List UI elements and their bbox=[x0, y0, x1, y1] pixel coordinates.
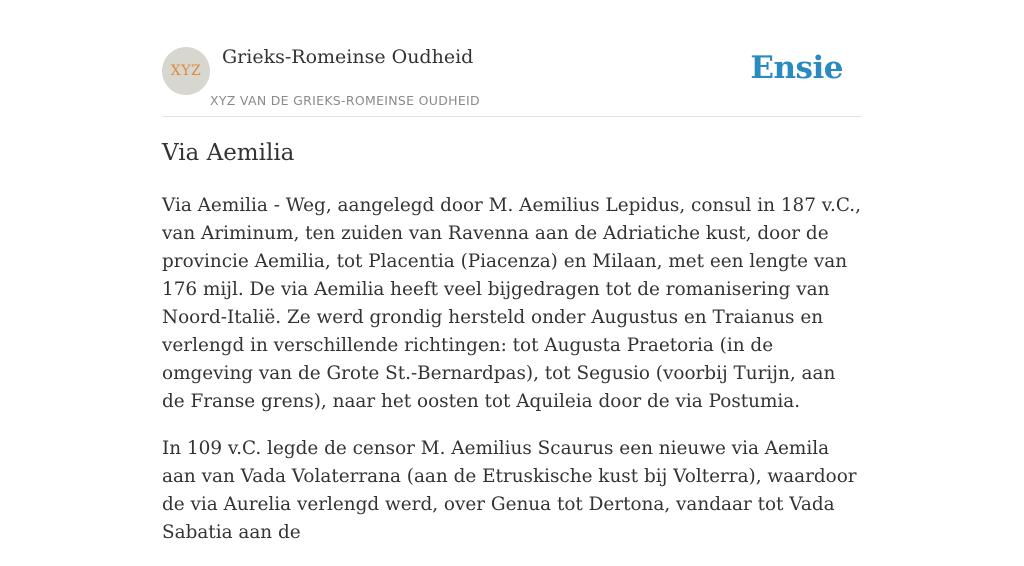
site-title[interactable]: Grieks-Romeinse Oudheid bbox=[222, 46, 474, 68]
site-subtitle: XYZ VAN DE GRIEKS-ROMEINSE OUDHEID bbox=[210, 93, 480, 108]
avatar-text: XYZ bbox=[170, 63, 202, 79]
avatar[interactable] bbox=[162, 47, 210, 95]
article-paragraph: Via Aemilia - Weg, aangelegd door M. Aemilius Lepidus, consul in 187 v.C., van Ariminum, ten zuiden van Ravenna aan de Adriatiche kust, door de provincie Aemilia, tot Placentia (Piacenza) en Milaan, met een lengte van 176 mijl. De via Aemilia heeft veel bijgedragen tot de romanisering van Noord-Italië. Ze werd grondig hersteld onder Augustus en Traianus en verlengd in verschillende richtingen: tot Augusta Praetoria (in de omgeving van de Grote St.-Bernardpas), tot Segusio (voorbij Turijn, aan de Franse grens), naar het oosten tot Aquileia door de via Postumia. bbox=[162, 195, 861, 412]
article-body bbox=[162, 192, 862, 566]
article-paragraph: In 109 v.C. legde de censor M. Aemilius Scaurus een nieuwe via Aemila aan van Vada Volaterrana (aan de Etruskische kust bij Volterra), waardoor de via Aurelia verlengd werd, over Genua tot Dertona, vandaar tot Vada Sabatia aan de bbox=[162, 438, 857, 543]
site-header bbox=[162, 46, 862, 117]
article-title: Via Aemilia bbox=[162, 140, 295, 166]
brand-logo[interactable]: Ensie bbox=[750, 50, 843, 86]
